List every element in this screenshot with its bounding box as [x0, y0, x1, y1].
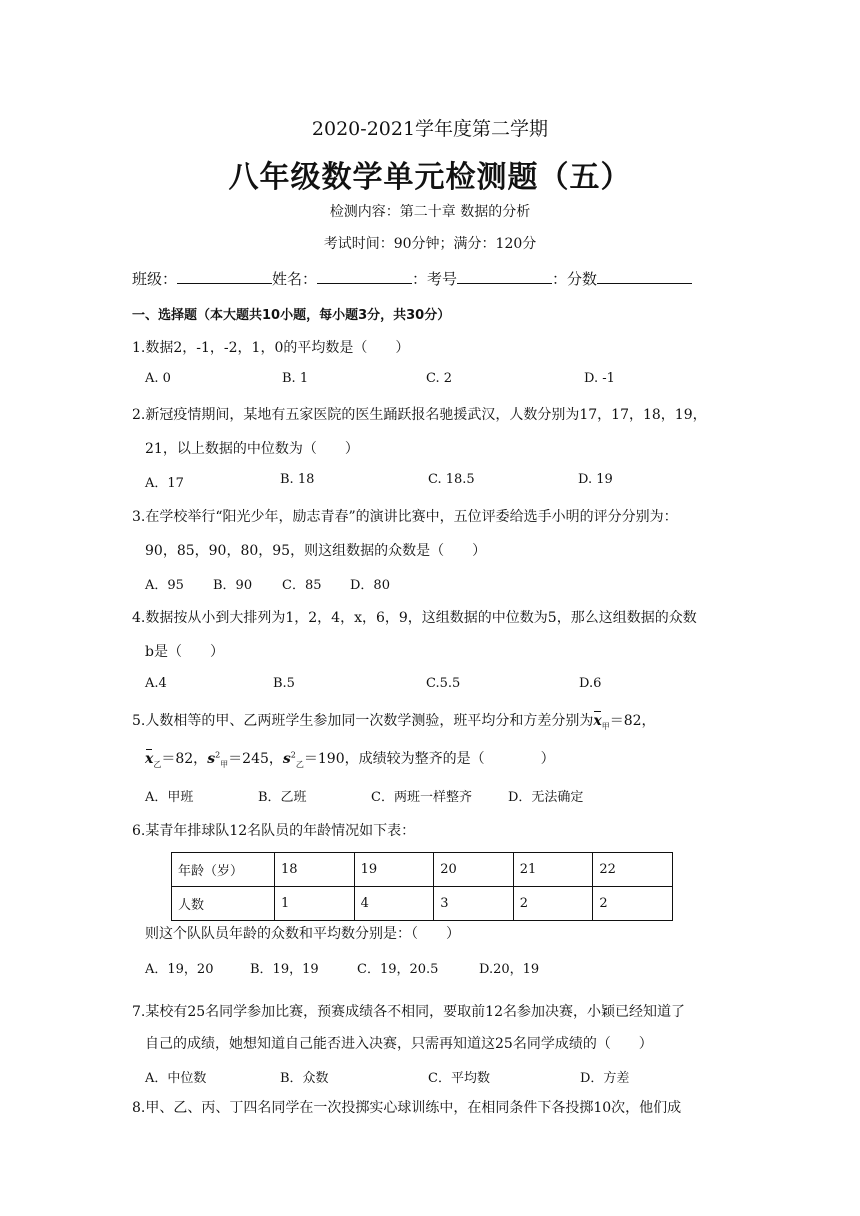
q5-eq82b: ＝82，: [161, 751, 208, 767]
q5-stem-pre: 5.人数相等的甲、乙两班学生参加同一次数学测验，班平均分和方差分别为: [132, 713, 594, 729]
q5-option-d: D．无法确定: [508, 790, 584, 805]
q4-option-b: B.5: [273, 676, 295, 691]
q5-eq82a: ＝82，: [609, 713, 656, 729]
q4-option-d: D.6: [579, 676, 602, 691]
q2-option-b: B. 18: [280, 472, 315, 487]
x-bar-symbol: x: [593, 713, 602, 729]
q6-option-c: C．19，20.5: [357, 962, 439, 977]
q7-option-b: B．众数: [280, 1071, 329, 1086]
question-8-stem-line1: 8.甲、乙、丙、丁四名同学在一次投掷实心球训练中，在相同条件下各投掷10次，他们成: [132, 1100, 682, 1116]
question-5-stem-line1: [132, 710, 656, 732]
q4-option-a: A.4: [145, 676, 167, 691]
table-cell: 人数: [172, 887, 275, 921]
table-row: [172, 853, 673, 887]
time-line: 考试时间：90分钟；满分：120分: [323, 236, 537, 252]
table-cell: 1: [275, 887, 355, 921]
exam-no-blank[interactable]: [457, 269, 552, 284]
sq-2: 2: [290, 750, 296, 760]
sub-jia: 甲: [601, 721, 610, 731]
sub-jia-2: 甲: [220, 759, 229, 769]
question-6-after: 则这个队队员年龄的众数和平均数分别是：（ ）: [145, 926, 460, 942]
s-symbol-2: s: [282, 751, 291, 767]
q5-option-c: C．两班一样整齐: [371, 790, 472, 805]
question-2-stem-line1: 2.新冠疫情期间，某地有五家医院的医生踊跃报名驰援武汉，人数分别为17，17，18，19，: [132, 407, 707, 423]
q6-option-a: A．19，20: [145, 962, 214, 977]
table-cell: 2: [513, 887, 593, 921]
table-cell: 年龄（岁）: [172, 853, 275, 887]
table-row: [172, 887, 673, 921]
exam-title: 八年级数学单元检测题（五）: [228, 160, 632, 195]
question-6-stem: 6.某青年排球队12名队员的年龄情况如下表：: [132, 823, 416, 839]
question-7-stem-line1: 7.某校有25名同学参加比赛，预赛成绩各不相同，要取前12名参加决赛，小颖已经知道了: [132, 1004, 685, 1020]
q5-option-b: B．乙班: [258, 790, 307, 805]
age-table: [171, 852, 673, 921]
class-label: 班级：: [132, 270, 178, 288]
q5-eq245: ＝245，: [228, 751, 283, 767]
q6-option-b: B．19，19: [250, 962, 319, 977]
q2-option-d: D. 19: [578, 472, 613, 487]
question-5-stem-line2: [145, 748, 555, 770]
question-3-stem-line2: 90，85，90，80，95，则这组数据的众数是（ ）: [145, 543, 487, 559]
q5-option-a: A．甲班: [145, 790, 194, 805]
name-blank[interactable]: [317, 269, 412, 284]
name-label: 姓名：: [272, 270, 318, 288]
q7-option-a: A．中位数: [145, 1071, 207, 1086]
table-cell: 19: [354, 853, 434, 887]
sub-yi: 乙: [153, 759, 162, 769]
table-cell: 22: [593, 853, 673, 887]
sq-1: 2: [215, 750, 221, 760]
q7-option-d: D．方差: [580, 1071, 630, 1086]
q2-option-a: A．17: [145, 476, 184, 491]
score-label: ：分数: [552, 270, 598, 288]
class-blank[interactable]: [177, 269, 272, 284]
q3-option-b: B．90: [213, 578, 253, 593]
question-4-stem-line1: 4.数据按从小到大排列为1，2，4，x，6，9，这组数据的中位数为5，那么这组数据的众数: [132, 610, 697, 626]
section-heading: 一、选择题（本大题共10小题，每小题3分，共30分）: [132, 308, 451, 323]
student-info-line: [132, 268, 692, 289]
q7-option-c: C．平均数: [428, 1071, 490, 1086]
question-1-stem: 1.数据2，-1，-2，1，0的平均数是（ ）: [132, 340, 410, 356]
q5-eq190: ＝190，成绩较为整齐的是（ ）: [303, 751, 555, 767]
q1-option-c: C. 2: [426, 371, 453, 386]
s-symbol: s: [207, 751, 216, 767]
q3-option-c: C．85: [282, 578, 322, 593]
question-2-stem-line2: 21，以上数据的中位数为（ ）: [145, 441, 359, 457]
sub-yi-2: 乙: [295, 759, 304, 769]
q1-option-b: B. 1: [282, 371, 309, 386]
score-blank[interactable]: [597, 269, 692, 284]
q3-option-d: D．80: [350, 578, 390, 593]
table-cell: 3: [434, 887, 514, 921]
table-cell: 21: [513, 853, 593, 887]
table-cell: 18: [275, 853, 355, 887]
content-line: 检测内容：第二十章 数据的分析: [329, 204, 531, 220]
table-cell: 20: [434, 853, 514, 887]
q3-option-a: A．95: [145, 578, 184, 593]
q1-option-a: A. 0: [145, 371, 171, 386]
q4-option-c: C.5.5: [426, 676, 461, 691]
question-3-stem-line1: 3.在学校举行“阳光少年，励志青春”的演讲比赛中，五位评委给选手小明的评分分别为：: [132, 509, 678, 525]
question-7-stem-line2: 自己的成绩，她想知道自己能否进入决赛，只需再知道这25名同学成绩的（ ）: [145, 1036, 653, 1052]
term-heading: 2020-2021学年度第二学期: [311, 118, 549, 140]
q2-option-c: C. 18.5: [428, 472, 475, 487]
q1-option-d: D. -1: [584, 371, 615, 386]
q6-option-d: D.20，19: [479, 962, 540, 977]
x-bar-symbol-2: x: [145, 751, 154, 767]
table-cell: 2: [593, 887, 673, 921]
table-cell: 4: [354, 887, 434, 921]
question-4-stem-line2: b是（ ）: [145, 644, 224, 660]
exam-no-label: ：考号: [412, 270, 458, 288]
